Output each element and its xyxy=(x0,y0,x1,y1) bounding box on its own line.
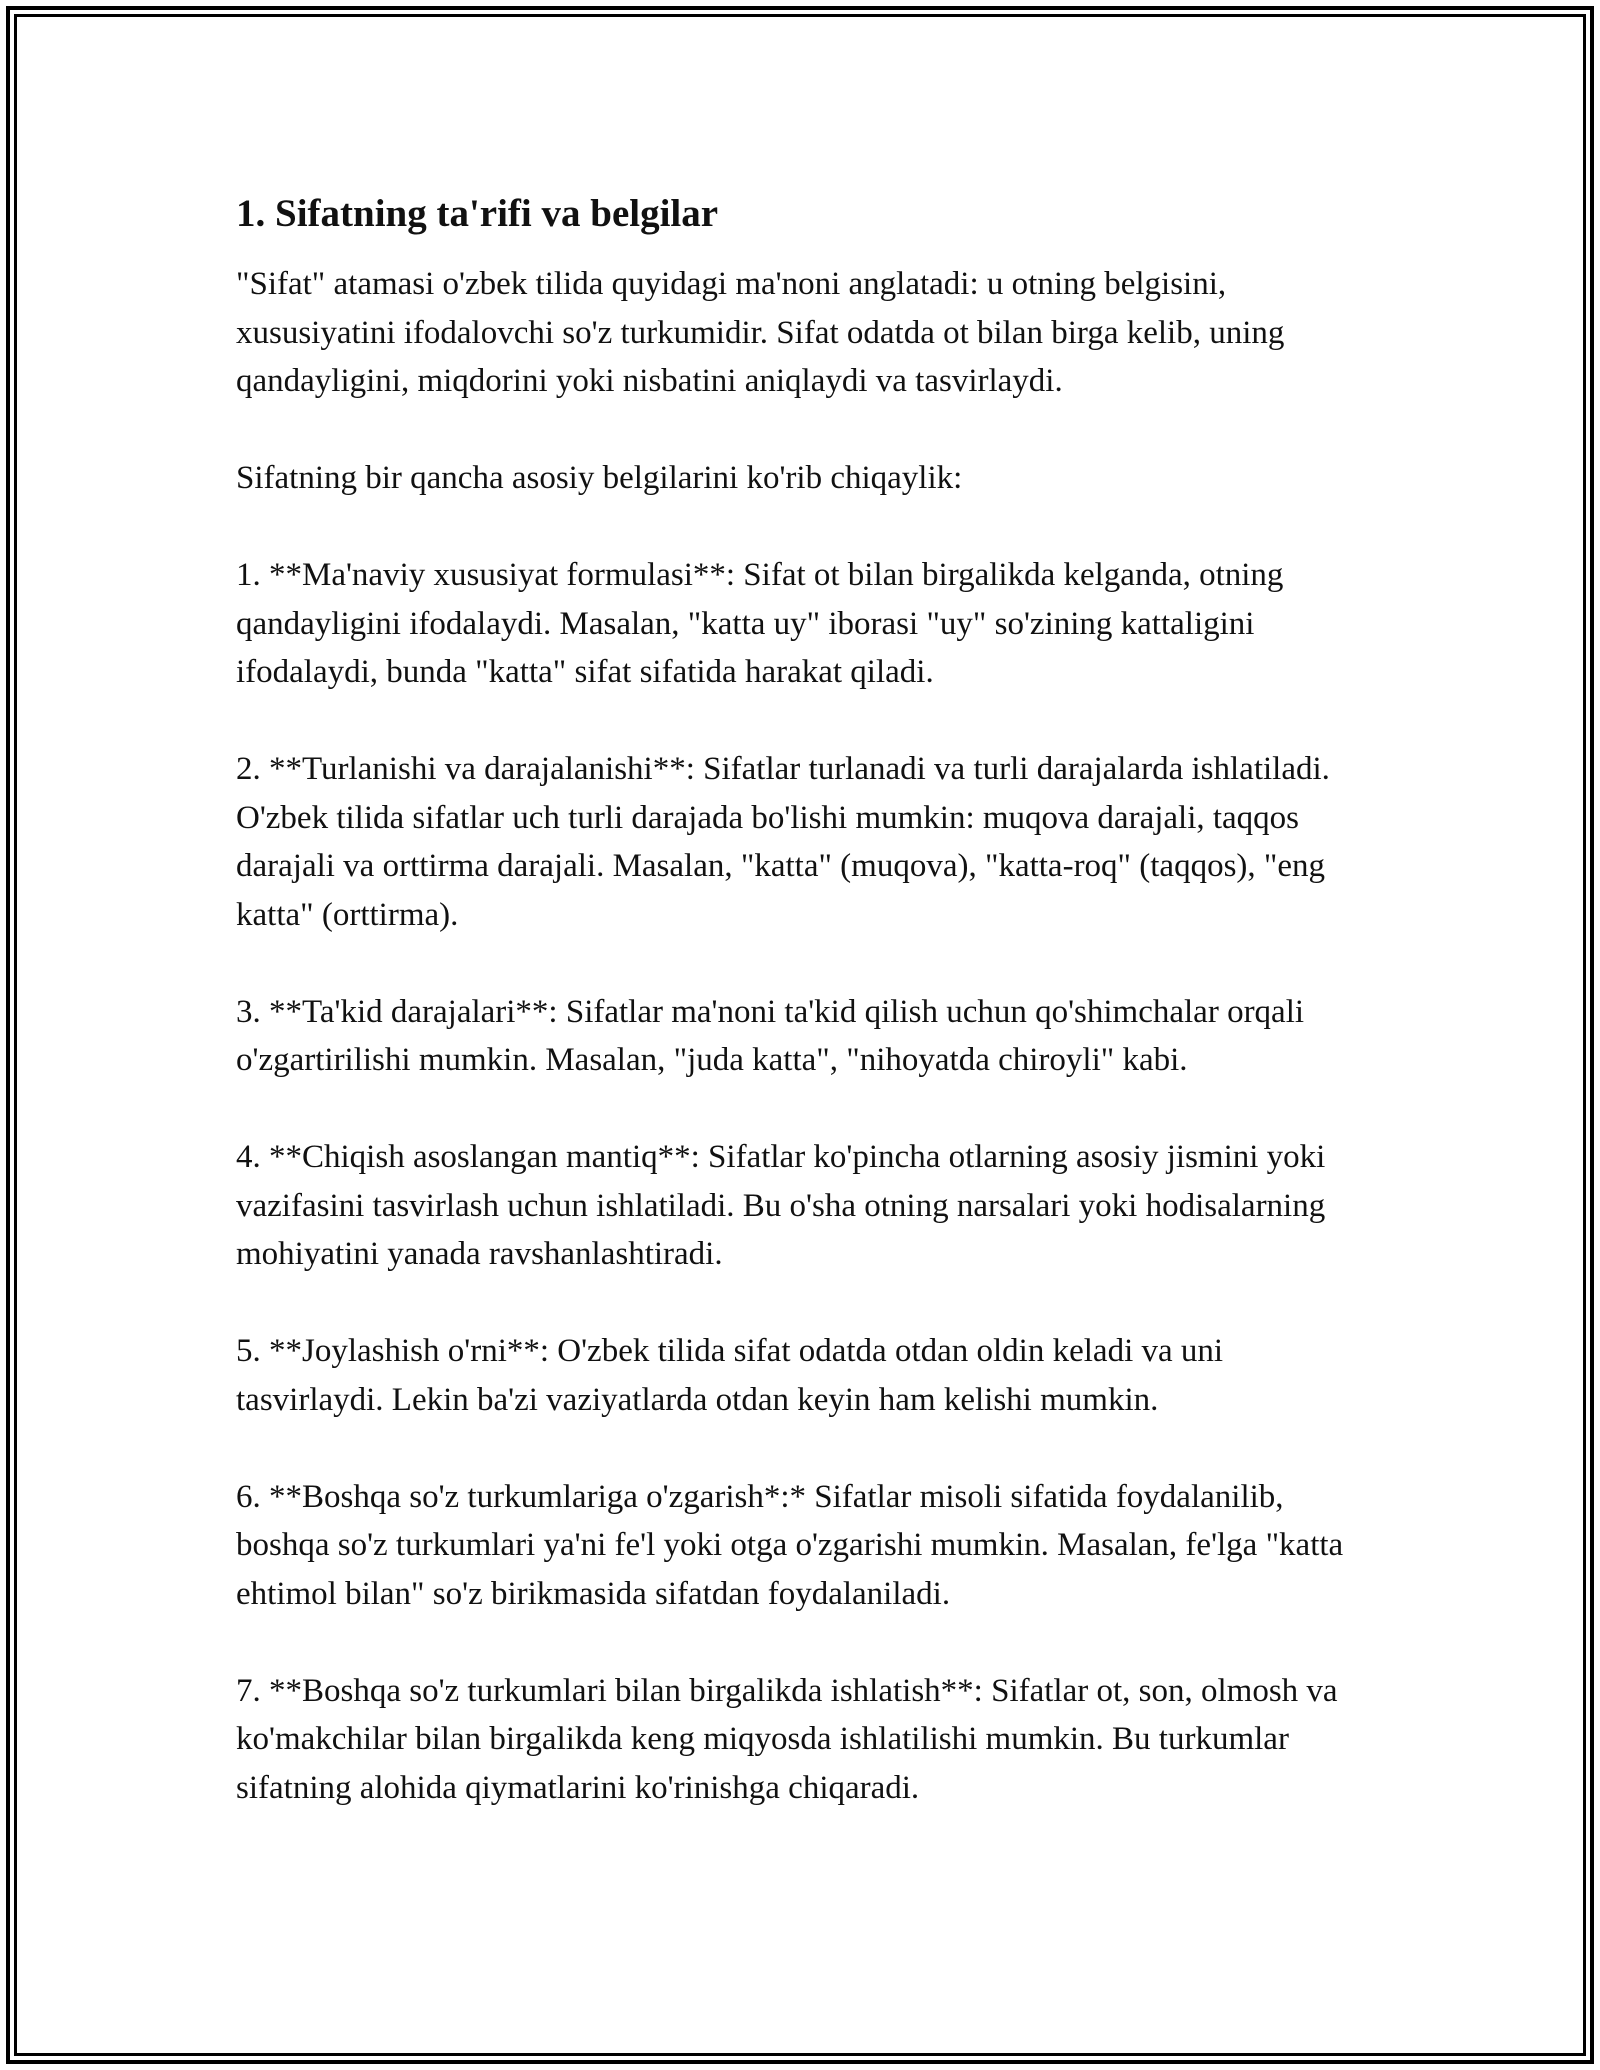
list-item-5: 5. **Joylashish o'rni**: O'zbek tilida sifat odatda otdan oldin keladi va uni tasvirlaydi. Lekin ba'zi vaziyatlarda otdan keyin ham kelishi mumkin. xyxy=(236,1333,1224,1418)
list-item-4: 4. **Chiqish asoslangan mantiq**: Sifatlar ko'pincha otlarning asosiy jismini yoki vazifasini tasvirlash uchun ishlatiladi. Bu o'sha otning narsalari yoki hodisalarning mohiyatini yanada ravshanlashtiradi. xyxy=(236,1139,1326,1272)
list-item-1: 1. **Ma'naviy xususiyat formulasi**: Sifat ot bilan birgalikda kelganda, otning qandayligini ifodalaydi. Masalan, "katta uy" iborasi "uy" so'zining kattaligini ifodalaydi, bunda "katta" sifat sifatida harakat qiladi. xyxy=(236,557,1284,690)
intro-paragraph: "Sifat" atamasi o'zbek tilida quyidagi ma'noni anglatadi: u otning belgisini, xususiyatini ifodalovchi so'z turkumidir. Sifat odatda ot bilan birga kelib, uning qandayligini, miqdorini yoki nisbatini aniqlaydi va tasvirlaydi. xyxy=(236,266,1285,399)
list-item-3: 3. **Ta'kid darajalari**: Sifatlar ma'noni ta'kid qilish uchun qo'shimchalar orqali o'zgartirilishi mumkin. Masalan, "juda katta", "nihoyatda chiroyli" kabi. xyxy=(236,993,1305,1078)
list-item-6: 6. **Boshqa so'z turkumlariga o'zgarish*:* Sifatlar misoli sifatida foydalanilib, boshqa so'z turkumlari ya'ni fe'l yoki otga o'zgarishi mumkin. Masalan, fe'lga "katta ehtimol bilan" so'z birikmasida sifatdan foydalaniladi. xyxy=(236,1478,1344,1612)
document-title: 1. Sifatning ta'rifi va belgilar xyxy=(236,192,719,235)
list-item-7: 7. **Boshqa so'z turkumlari bilan birgalikda ishlatish**: Sifatlar ot, son, olmosh va ko'makchilar bilan birgalikda keng miqyosda ishlatilishi mumkin. Bu turkumlar sifatning alohida qiymatlarini ko'rinishga chiqaradi. xyxy=(236,1672,1338,1806)
list-intro-paragraph: Sifatning bir qancha asosiy belgilarini ko'rib chiqaylik: xyxy=(236,460,963,496)
list-item-2: 2. **Turlanishi va darajalanishi**: Sifatlar turlanadi va turli darajalarda ishlatiladi. O'zbek tilida sifatlar uch turli darajada bo'lishi mumkin: muqova darajali, taqqos darajali va orttirma darajali. Masalan, "katta" (muqova), "katta-roq" (taqqos), "eng katta" (orttirma). xyxy=(236,751,1330,933)
document-body xyxy=(236,188,1376,1861)
